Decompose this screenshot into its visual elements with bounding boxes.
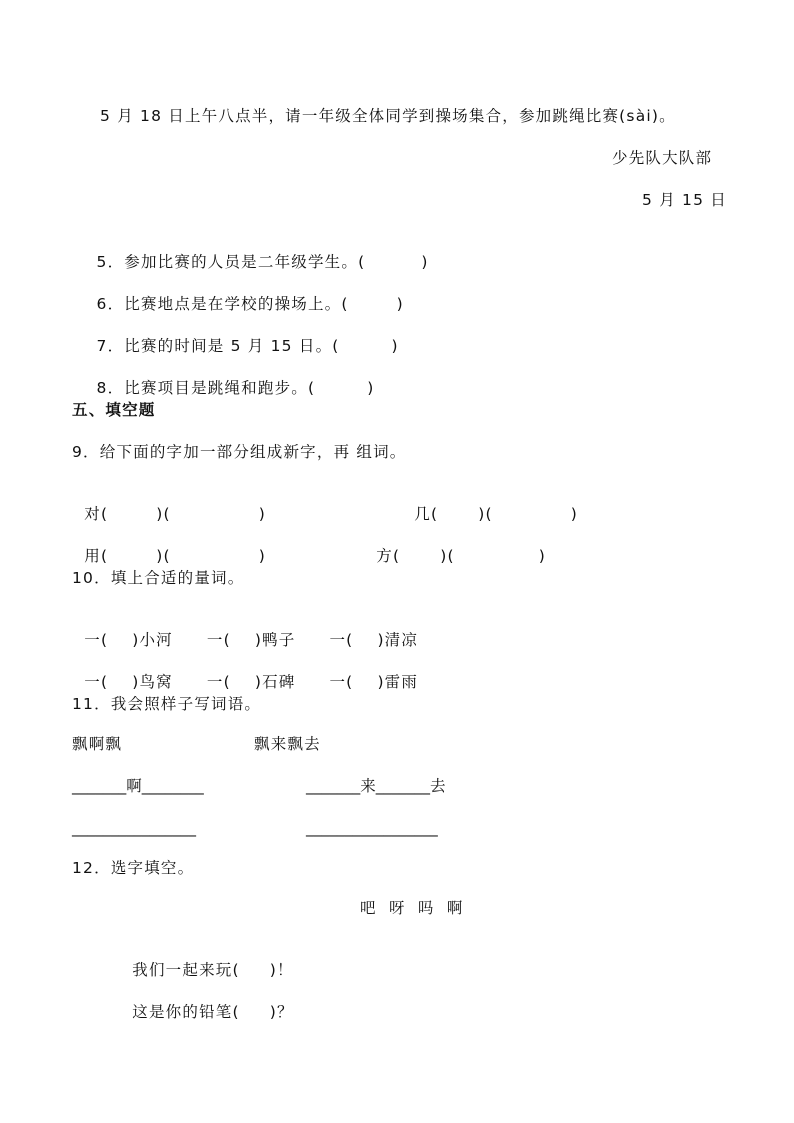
close-paren: ) <box>570 505 578 523</box>
sentence-2 <box>120 982 294 1022</box>
fill-line-1[interactable]: _______啊________ <box>72 777 204 795</box>
open-paren: ( <box>163 505 171 523</box>
question-12-title: 12．选字填空。 <box>72 859 195 877</box>
question-number: 8． <box>96 379 125 397</box>
close-paren: ) <box>156 547 164 565</box>
example-word-2: 飘来飘去 <box>254 735 321 753</box>
question-text: 比赛地点是在学校的操场上。( <box>124 295 349 313</box>
open-paren: ( <box>392 547 401 565</box>
sentence-end: )？ <box>269 1003 294 1021</box>
measure-prefix: 一( <box>329 631 354 649</box>
q10-row-1 <box>72 610 418 650</box>
close-paren: ) <box>156 505 164 523</box>
measure-prefix: 一( <box>84 673 109 691</box>
sentence-text: 这是你的铅笔( <box>132 1003 240 1021</box>
open-paren: ( <box>100 547 109 565</box>
q10-row-2 <box>72 652 418 692</box>
close-paren: ) <box>478 505 486 523</box>
question-text: 比赛的时间是 5 月 15 日。( <box>124 337 340 355</box>
close-paren: ) <box>538 547 546 565</box>
open-paren: ( <box>447 547 455 565</box>
close-paren: ) <box>396 295 404 313</box>
measure-noun: )鸟窝 <box>132 673 173 691</box>
question-10-title: 10．填上合适的量词。 <box>72 569 245 587</box>
open-paren: ( <box>100 505 109 523</box>
measure-prefix: 一( <box>206 673 231 691</box>
base-char: 方 <box>376 547 393 565</box>
close-paren: ) <box>421 253 429 271</box>
close-paren: ) <box>367 379 375 397</box>
question-number: 6． <box>96 295 125 313</box>
measure-prefix: 一( <box>329 673 354 691</box>
section-title: 五、填空题 <box>72 401 156 419</box>
base-char: 用 <box>84 547 101 565</box>
sentence-end: )！ <box>269 961 294 979</box>
close-paren: ) <box>440 547 448 565</box>
question-text: 参加比赛的人员是二年级学生。( <box>124 253 366 271</box>
q9-item-yong <box>72 526 266 566</box>
measure-prefix: 一( <box>84 631 109 649</box>
example-word-1: 飘啊飘 <box>72 735 123 753</box>
notice-date: 5 月 15 日 <box>642 191 727 209</box>
question-9-title: 9．给下面的字加一部分组成新字，再 组词。 <box>72 443 407 461</box>
measure-noun: )石碑 <box>254 673 296 691</box>
notice-signature: 少先队大队部 <box>612 149 713 167</box>
question-number: 5． <box>96 253 125 271</box>
question-number: 7． <box>96 337 125 355</box>
choice-chars: 吧 呀 吗 啊 <box>360 899 464 917</box>
notice-body: 5 月 18 日上午八点半，请一年级全体同学到操场集合，参加跳绳比赛(sài)。 <box>100 107 676 125</box>
blank-line-2[interactable]: _________________ <box>306 819 438 837</box>
question-11-title: 11．我会照样子写词语。 <box>72 695 262 713</box>
question-text: 比赛项目是跳绳和跑步。( <box>124 379 316 397</box>
measure-noun: )小河 <box>132 631 173 649</box>
sentence-1 <box>120 940 294 980</box>
base-char: 几 <box>414 505 431 523</box>
q9-item-fang <box>364 526 546 566</box>
base-char: 对 <box>84 505 101 523</box>
measure-noun: )鸭子 <box>254 631 296 649</box>
measure-noun: )雷雨 <box>377 673 419 691</box>
fill-line-2[interactable]: _______来_______去 <box>306 777 446 795</box>
q9-item-ji <box>402 484 578 524</box>
close-paren: ) <box>391 337 399 355</box>
open-paren: ( <box>430 505 439 523</box>
open-paren: ( <box>485 505 493 523</box>
close-paren: ) <box>258 547 266 565</box>
close-paren: ) <box>258 505 266 523</box>
blank-line-1[interactable]: ________________ <box>72 819 196 837</box>
open-paren: ( <box>163 547 171 565</box>
measure-prefix: 一( <box>206 631 231 649</box>
sentence-text: 我们一起来玩( <box>132 961 240 979</box>
measure-noun: )清凉 <box>377 631 419 649</box>
q9-item-dui <box>72 484 266 524</box>
